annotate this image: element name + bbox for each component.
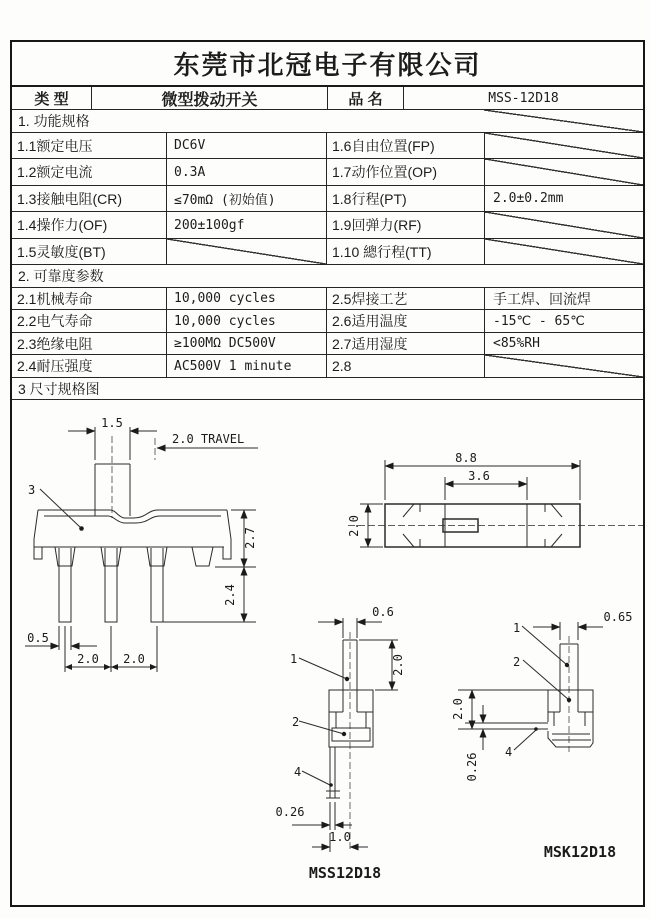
section2-header (12, 265, 643, 288)
spec-value-na (484, 159, 643, 185)
spec-label: 1.8行程(PT) (326, 186, 484, 211)
spec-label: 1.10 總行程(TT) (326, 239, 484, 264)
callout-terminal: 4 (505, 745, 513, 759)
product-name-label-cell: 品 名 (327, 87, 403, 109)
dim-terminal-thickness: 0.26 (465, 752, 479, 782)
document-frame (10, 40, 645, 907)
dimension-drawings (12, 400, 643, 905)
spec-value: AC500V 1 minute (166, 355, 326, 377)
type-name-row (12, 87, 643, 110)
spec-row (12, 288, 643, 310)
spec-row (12, 212, 643, 239)
spec-value: 2.0±0.2mm (484, 186, 643, 211)
spec-value: 200±100gf (166, 212, 326, 238)
dim-knob-width: 0.65 (603, 610, 633, 624)
dim-body-height: 2.7 (243, 527, 257, 549)
spec-row (12, 159, 643, 186)
dim-knob-height: 2.0 (391, 654, 405, 676)
spec-value: <85%RH (484, 333, 643, 354)
dim-slot-length: 3.6 (468, 469, 490, 483)
spec-value: 手工焊、回流焊 (484, 288, 643, 309)
section1-title: 1. 功能规格 (18, 113, 90, 129)
spec-value-na (166, 239, 326, 264)
spec-value: DC6V (166, 133, 326, 158)
section1-header (12, 110, 643, 133)
spec-value: -15℃ - 65℃ (484, 310, 643, 332)
spec-row (12, 310, 643, 333)
spec-label: 2.5焊接工艺 (326, 288, 484, 309)
spec-row (12, 186, 643, 212)
top-view-drawing (347, 451, 643, 547)
spec-label: 2.8 (326, 355, 484, 377)
spec-value: 10,000 cycles (166, 288, 326, 309)
spec-value: ≥100MΩ DC500V (166, 333, 326, 354)
spec-label: 1.9回弹力(RF) (326, 212, 484, 238)
callout-body: 3 (28, 483, 36, 497)
dim-terminal-pitch: 1.0 (329, 830, 351, 844)
spec-value: 10,000 cycles (166, 310, 326, 332)
dim-terminal-thickness: 0.26 (275, 805, 305, 819)
spec-label: 2.2电气寿命 (17, 313, 93, 329)
company-title (12, 42, 643, 87)
dim-knob-width: 0.6 (372, 605, 394, 619)
spec-value: ≤70mΩ (初始值) (166, 186, 326, 211)
dim-overall-length: 8.8 (455, 451, 477, 465)
msk-drawing-label: MSK12D18 (543, 843, 617, 861)
section2-title: 2. 可靠度参数 (18, 268, 104, 284)
product-name-value-cell: MSS-12D18 (403, 87, 643, 109)
spec-label: 2.3绝缘电阻 (17, 335, 93, 352)
spec-value: 0.3A (166, 159, 326, 185)
dim-knob-width: 1.5 (101, 416, 123, 430)
spec-row (12, 333, 643, 355)
spec-value-na (484, 212, 643, 238)
spec-label: 2.4耐压强度 (17, 358, 93, 374)
na-slash (484, 110, 643, 132)
section3-header (12, 378, 643, 400)
callout-knob: 1 (290, 652, 298, 666)
spec-label: 1.6自由位置(FP) (326, 133, 484, 158)
spec-label: 2.6适用温度 (326, 310, 484, 332)
msk-side-view-drawing (451, 610, 632, 861)
dim-pin-length: 2.4 (223, 584, 237, 606)
spec-row (12, 239, 643, 265)
spec-label: 1.3接触电阻(CR) (17, 190, 123, 207)
spec-row (12, 133, 643, 159)
type-value-cell: 微型拨动开关 (91, 87, 327, 109)
spec-label: 1.2额定电流 (17, 164, 93, 180)
section3-title: 3 尺寸规格图 (18, 380, 100, 397)
dim-pin-width: 0.5 (27, 631, 49, 645)
spec-row (12, 355, 643, 378)
dimension-drawings-svg (12, 400, 643, 905)
type-label-cell: 类 型 (34, 90, 69, 108)
callout-terminal: 4 (294, 765, 302, 779)
callout-body: 2 (292, 715, 300, 729)
callout-knob: 1 (513, 621, 521, 635)
front-view-drawing (25, 416, 258, 672)
dim-travel: 2.0 TRAVEL (172, 432, 245, 446)
mss-side-view-drawing (276, 605, 405, 882)
spec-value-na (484, 133, 643, 158)
spec-label: 1.1额定电压 (17, 137, 93, 154)
spec-label: 2.1机械寿命 (17, 290, 93, 307)
spec-label: 1.4操作力(OF) (17, 217, 108, 233)
spec-label: 2.7适用湿度 (326, 333, 484, 354)
callout-body: 2 (513, 655, 521, 669)
company-name: 东莞市北冠电子有限公司 (173, 50, 482, 80)
dim-pin-pitch-a: 2.0 (77, 652, 99, 666)
dim-body-height: 2.0 (451, 698, 465, 720)
spec-value-na (484, 355, 643, 377)
spec-label: 1.7动作位置(OP) (326, 159, 484, 185)
spec-value-na (484, 239, 643, 264)
dim-body-width: 2.0 (347, 515, 361, 537)
spec-label: 1.5灵敏度(BT) (17, 243, 106, 260)
dim-pin-pitch-b: 2.0 (123, 652, 145, 666)
mss-drawing-label: MSS12D18 (308, 864, 382, 882)
